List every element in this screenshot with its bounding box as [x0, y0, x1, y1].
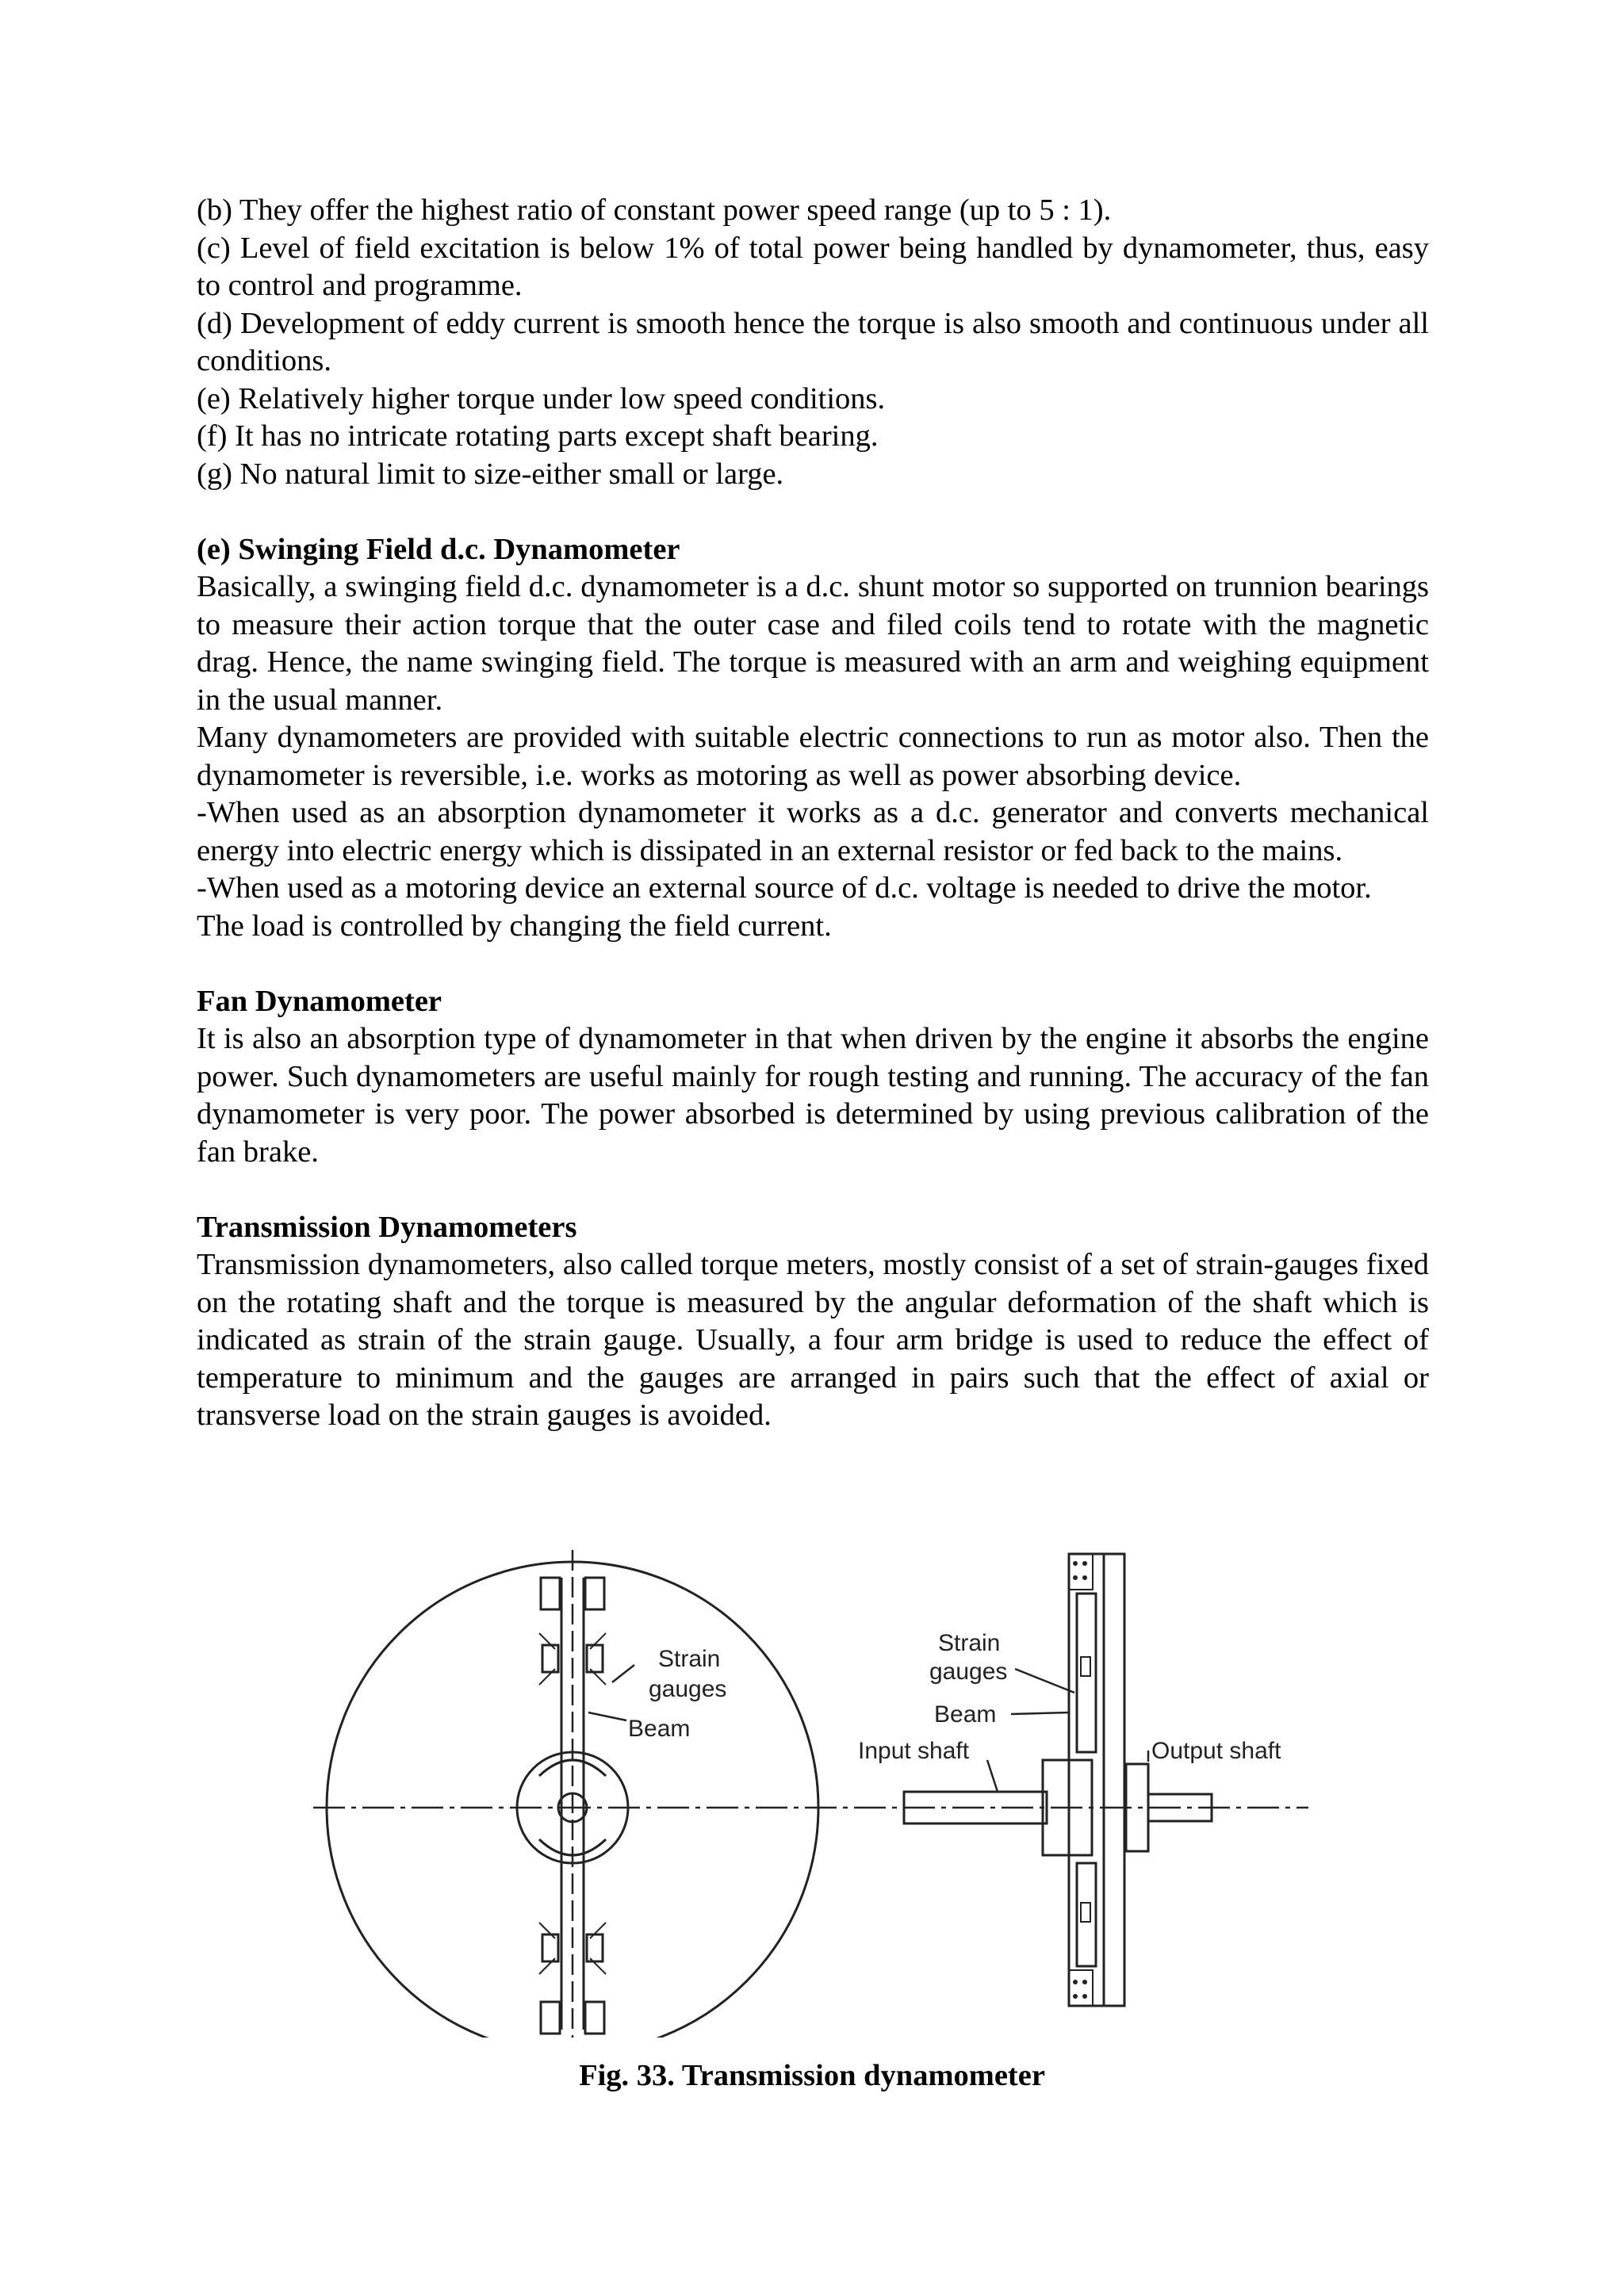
swinging-paragraph-1: Basically, a swinging field d.c. dynamometer is a d.c. shunt motor so supported on trunnion bearings to measure their action torque that the outer case and filed coils tend to rotate with the magnetic drag. Hence, the name swinging field. The torque is measured with an arm and weighing equipment in the usual manner.: [197, 570, 1429, 717]
label-strain-side-2: gauges: [929, 1659, 1008, 1685]
figure-drawing: [301, 1546, 1332, 2038]
label-strain-front-2: gauges: [649, 1676, 727, 1702]
swinging-paragraph-4: -When used as a motoring device an external source of d.c. voltage is needed to drive the motor.: [197, 871, 1372, 905]
label-strain-side-1: Strain: [938, 1630, 1001, 1656]
transmission-dynamometer-figure: [301, 1546, 1332, 2038]
transmission-paragraph: Transmission dynamometers, also called torque meters, mostly consist of a set of strain-gauges fixed on the rotating shaft and the torque is measured by the angular deformation of the shaft which is indicated as strain of the strain gauge. Usually, a four arm bridge is used to reduce the effect of temperature to minimum and the gauges are arranged in pairs such that the effect of axial or transverse load on the strain gauges is avoided.: [197, 1248, 1429, 1432]
list-item-d: (d) Development of eddy current is smooth hence the torque is also smooth and continuous under all conditions.: [197, 306, 1429, 377]
list-item-f: (f) It has no intricate rotating parts except shaft bearing.: [197, 419, 879, 453]
list-item-e: (e) Relatively higher torque under low speed conditions.: [197, 381, 886, 415]
heading-fan-dynamometer: Fan Dynamometer: [197, 984, 442, 1018]
label-beam-side: Beam: [934, 1701, 997, 1728]
fan-paragraph: It is also an absorption type of dynamometer in that when driven by the engine it absorbs the engine power. Such dynamometers are useful mainly for rough testing and running. The accuracy of the fan dynamometer is very poor. The power absorbed is determined by using previous calibration of the fan brake.: [197, 1022, 1429, 1169]
heading-swinging-field: (e) Swinging Field d.c. Dynamometer: [197, 532, 680, 566]
list-item-b: (b) They offer the highest ratio of constant power speed range (up to 5 : 1).: [197, 193, 1112, 227]
spacer: [197, 945, 1429, 983]
figure-caption: Fig. 33. Transmission dynamometer: [579, 2059, 1045, 2092]
spacer: [197, 1171, 1429, 1209]
swinging-paragraph-5: The load is controlled by changing the field current.: [197, 909, 832, 943]
list-item-g: (g) No natural limit to size-either small or large.: [197, 457, 784, 491]
body-text: [197, 192, 1429, 1435]
side-beam-lower: [1077, 1863, 1096, 1966]
spacer: [197, 493, 1429, 531]
label-beam-front: Beam: [628, 1716, 691, 1742]
side-beam-upper: [1077, 1594, 1096, 1752]
swinging-paragraph-3: -When used as an absorption dynamometer it works as a d.c. generator and converts mechanical energy into electric energy which is dissipated in an external resistor or fed back to the mains.: [197, 796, 1429, 867]
label-strain-front-1: Strain: [658, 1646, 721, 1672]
list-item-c: (c) Level of field excitation is below 1% of total power being handled by dynamometer, thus, easy to control and programme.: [197, 231, 1429, 302]
label-output-shaft: Output shaft: [1151, 1738, 1281, 1764]
label-input-shaft: Input shaft: [858, 1738, 970, 1764]
swinging-paragraph-2: Many dynamometers are provided with suitable electric connections to run as motor also. Then the dynamometer is reversible, i.e. works as motoring as well as power absorbing device.: [197, 721, 1429, 792]
heading-transmission-dynamometers: Transmission Dynamometers: [197, 1210, 577, 1244]
